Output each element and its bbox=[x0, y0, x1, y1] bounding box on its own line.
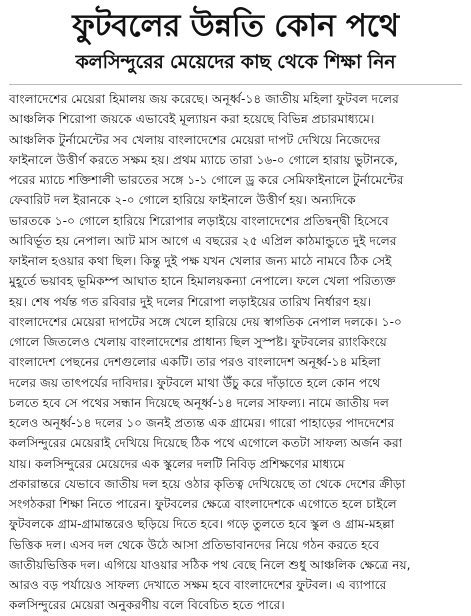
article-line: চলতে হবে সে পথের সন্ধান দিয়েছে অনূর্ধ্ব-১৪ দলের সাফল্য। নামে জাতীয় দল bbox=[9, 395, 389, 410]
article-line: গোলে জিতলেও খেলায় বাংলাদেশের প্রাধান্য ছিল সুস্পষ্ট। ফুটবলের র‍্যাংকিংয়ে bbox=[9, 335, 387, 349]
article-line: পরের ম্যাচে শক্তিশালী ভারতের সঙ্গে ১-১ গোলে ড্র করে সেমিফাইনালে টুর্নামেন্টের bbox=[9, 173, 404, 187]
article-line: ফুটবলকে গ্রাম-গ্রামান্তরেও ছড়িয়ে দিতে হবে। গড়ে তুলতে হবে স্কুল ও গ্রাম-মহল্লা bbox=[9, 517, 395, 532]
article-line: জাতীয়ভিত্তিক দল। এগিয়ে যাওয়ার সঠিক পথ বেছে নিলে শুধু আঞ্চলিক ক্ষেত্রে নয়, bbox=[9, 557, 411, 572]
article-line: বাংলাদেশের মেয়েরা হিমালয় জয় করেছে। অনূর্ধ্ব-১৪ জাতীয় মহিলা ফুটবল দলের bbox=[9, 92, 399, 106]
article-line: বাংলাদেশের মেয়েরা দাপটের সঙ্গে খেলে হারিয়ে দেয় স্বাগতিক নেপাল দলকে। ১-০ bbox=[9, 314, 402, 329]
article-line: দলের জয় তাৎপর্যের দাবিদার। ফুটবলে মাথা উঁচু করে দাঁড়াতে হলে কোন পথে bbox=[9, 375, 381, 390]
article-line: আবির্ভূত হয় নেপাল। আট মাস আগে এ বছরের ২৫ এপ্রিল কাঠমান্ডুতে দুই দলের bbox=[9, 233, 397, 248]
article-line: যায়। কলসিন্দুরের মেয়েদের এক স্কুলের দলটি নিবিড় প্রশিক্ষণের মাধ্যমে bbox=[9, 456, 345, 471]
divider bbox=[9, 84, 462, 85]
article-line: আরও বড় পর্যায়েও সাফল্য দেখাতে সক্ষম হবে বাংলাদেশের ফুটবল। এ ব্যাপারে bbox=[9, 578, 387, 592]
article-line: কলসিন্দুরের মেয়েরা অনুকরণীয় বলে বিবেচিত হতে পারে। bbox=[9, 598, 285, 613]
article-line: ভিত্তিক দল। এসব দল থেকে উঠে আসা প্রতিভাবানদের নিয়ে গঠন করতে হবে bbox=[9, 537, 380, 552]
article-line: আঞ্চলিক শিরোপা জয়কে এভাবেই মূল্যায়ন করা হয়েছে বিভিন্ন প্রচারমাধ্যমে। bbox=[9, 112, 375, 127]
subheadline: কলসিন্দুরের মেয়েদের কাছ থেকে শিক্ষা নিন bbox=[75, 51, 396, 73]
article-line: সংগঠকরা শিক্ষা নিতে পারেন। ফুটবলের ক্ষেত্রে বাংলাদেশকে এগোতে হলে চাইলে bbox=[9, 497, 397, 511]
article-line: বাংলাদেশ পেছনের দেশগুলোর একটি। তার পরও বাংলাদেশ অনূর্ধ্ব-১৪ মহিলা bbox=[9, 355, 381, 370]
headline: ফুটবলের উন্নতি কোন পথে bbox=[72, 8, 399, 44]
article-line: ভারতকে ১-০ গোলে হারিয়ে শিরোপার লড়াইয়ে বাংলাদেশের প্রতিদ্বন্দ্বী হিসেবে bbox=[9, 213, 389, 228]
article-body bbox=[9, 89, 462, 616]
article-line: কলসিন্দুরের মেয়েরাই দেখিয়ে দিয়েছে ঠিক পথে এগোলে কতটা সাফল্য অর্জন করা bbox=[9, 436, 403, 451]
article-line: ফাইনাল হওয়ার কথা ছিল। কিন্তু দুই পক্ষ যখন খেলার জন্য মাঠে নামবে ঠিক সেই bbox=[9, 254, 392, 268]
article-line: হয়। শেষ পর্যন্ত গত রবিবার দুই দলের শিরোপা লড়াইয়ের তারিখ নির্ধারণ হয়। bbox=[9, 294, 372, 309]
article-line: ফাইনালে উত্তীর্ণ করতে সক্ষম হয়। প্রথম ম্যাচে তারা ১৬-০ গোলে হারায় ভুটানকে, bbox=[9, 152, 398, 167]
article-line: মুহূর্তে ভয়াবহ ভূমিকম্প আঘাত হানে হিমালয়কন্যা নেপালে। ফলে খেলা পরিত্যক্ত bbox=[9, 274, 396, 289]
article-line: হলেও অনূর্ধ্ব-১৪ দলের ১০ জনই প্রত্যন্ত এক গ্রামের। গারো পাহাড়ের পাদদেশের bbox=[9, 416, 395, 430]
article-line: আঞ্চলিক টুর্নামেন্টের সব খেলায় বাংলাদেশের মেয়েরা দাপট দেখিয়ে নিজেদের bbox=[9, 132, 381, 147]
article-line: প্রকারান্তরে যেভাবে জাতীয় দল হয়ে ওঠার কৃতিত্ব দেখিয়েছে তা থেকে দেশের ক্রীড়া bbox=[9, 476, 406, 491]
article-line: ফেবারিট দল ইরানকে ২-০ গোলে হারিয়ে ফাইনালে উত্তীর্ণ হয়। অন্যদিকে bbox=[9, 193, 356, 208]
